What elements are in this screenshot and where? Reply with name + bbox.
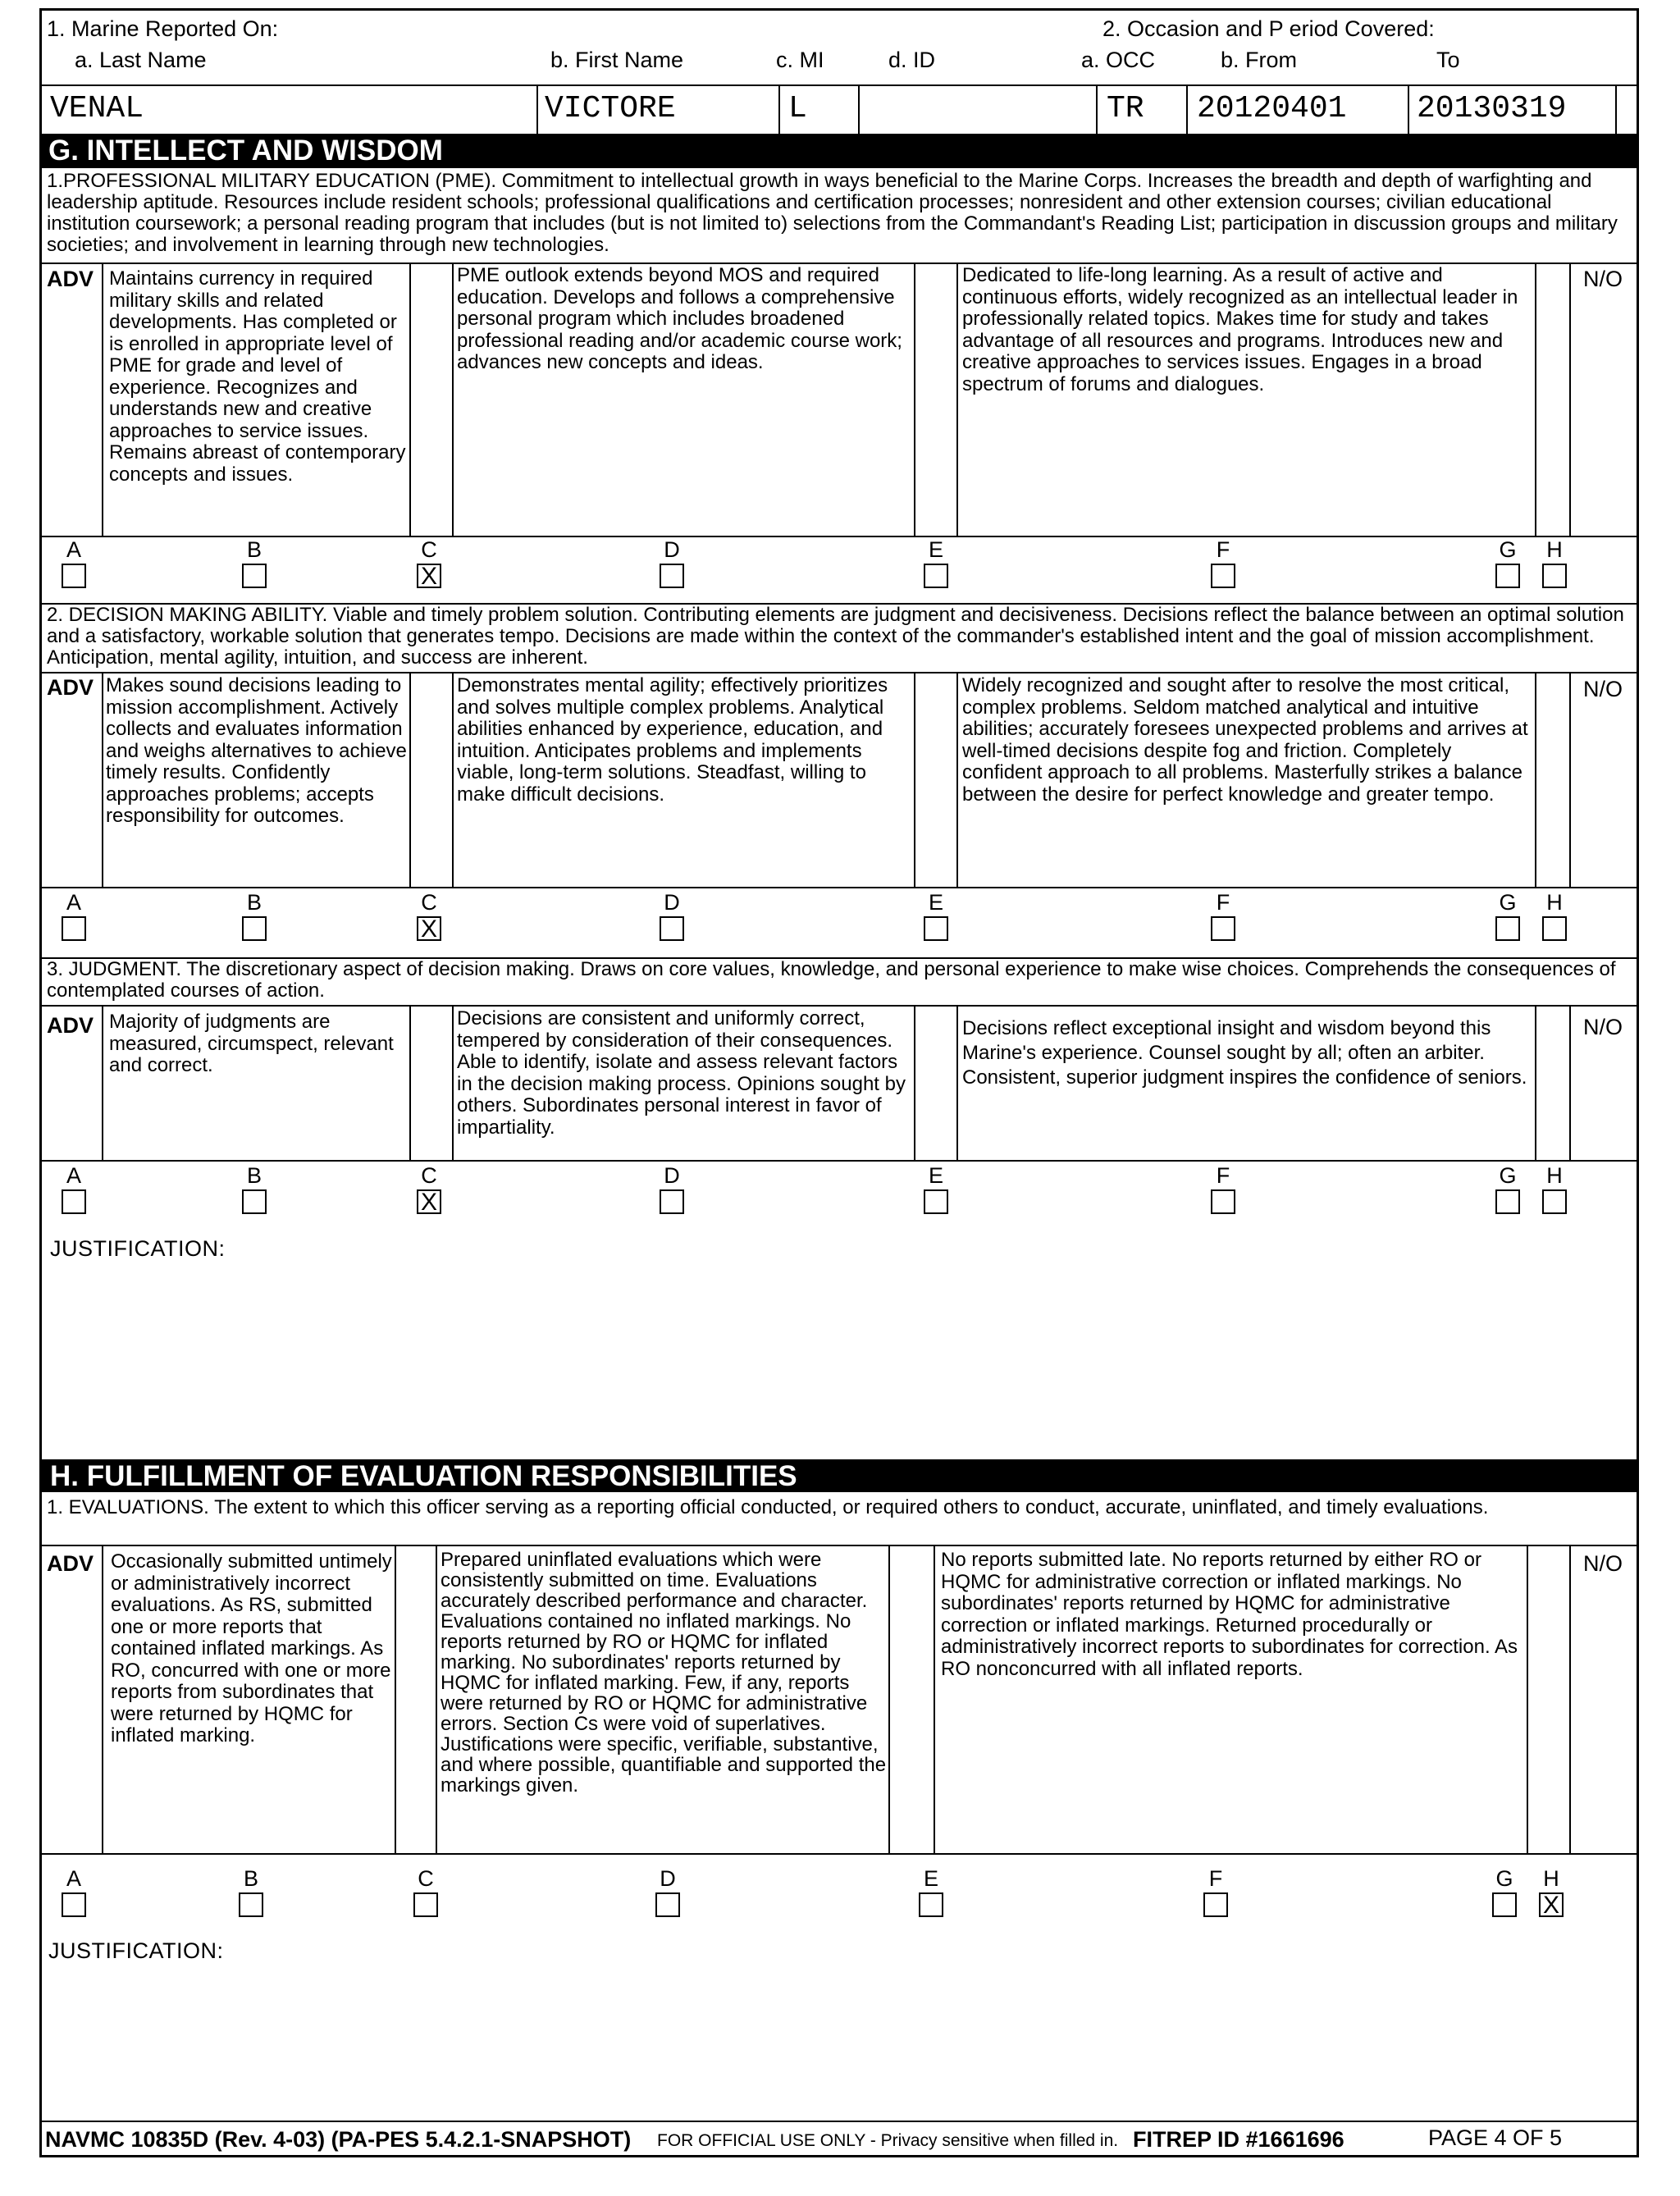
judgment-grade-b-label: B xyxy=(246,1163,262,1188)
section-g-justification-label: JUSTIFICATION: xyxy=(50,1236,226,1261)
evaluations-grade-h-label: H xyxy=(1543,1866,1559,1891)
judgment-col3-text: Decisions reflect exceptional insight and wisdom beyond this Marine's experience. Counsel sought by all; often an arbiter. Consistent, superior judgment inspires the confidence of seniors. xyxy=(962,1017,1527,1089)
judgment-col1-text: Majority of judgments are measured, circumspect, relevant and correct. xyxy=(109,1011,394,1076)
fitness-report-form xyxy=(39,8,1639,2157)
judgment-grade-g-checkbox[interactable] xyxy=(1495,1189,1520,1214)
evaluations-grade-c-checkbox[interactable] xyxy=(413,1892,438,1917)
decision-making-grade-b-checkbox[interactable] xyxy=(242,916,267,941)
evaluations-grade-b-label: B xyxy=(243,1866,258,1891)
decision-making-no-label: N/O xyxy=(1582,677,1623,701)
judgment-no-label: N/O xyxy=(1582,1015,1623,1039)
mi-value[interactable]: L xyxy=(788,91,807,126)
evaluations-grade-g-label: G xyxy=(1495,1866,1513,1891)
decision-making-grade-d-label: D xyxy=(664,890,680,915)
mi-label: c. MI xyxy=(776,48,824,72)
pme-grade-f-checkbox[interactable] xyxy=(1211,564,1235,588)
pme-description: 1.PROFESSIONAL MILITARY EDUCATION (PME). Commitment to intellectual growth in ways beneficial to the Marine Corps. Increases the breadth and depth of warfighting and leadership aptitude. Resources include resident schools; professional qualifications and certification processes; nonresident and other extension courses; civilian educational institution coursework; a personal reading program that includes (but is not limited to) selections from the Commandant's Reading List; participation in discussion groups and military societies; and involvement in learning through new technologies. xyxy=(47,171,1618,256)
decision-making-grade-a-checkbox[interactable] xyxy=(62,916,86,941)
judgment-grade-d-checkbox[interactable] xyxy=(660,1189,684,1214)
judgment-grade-g-label: G xyxy=(1499,1163,1517,1188)
judgment-grade-a-checkbox[interactable] xyxy=(62,1189,86,1214)
pme-adv-label: ADV xyxy=(47,267,94,291)
judgment-description: 3. JUDGMENT. The discretionary aspect of decision making. Draws on core values, knowledge, and personal experience to make wise choices. Comprehends the consequences of contemplated courses of action. xyxy=(47,959,1616,1002)
evaluations-grade-b-checkbox[interactable] xyxy=(239,1892,263,1917)
pme-grade-c-label: C xyxy=(421,537,437,562)
from-label: b. From xyxy=(1221,48,1298,72)
evaluations-grade-f-label: F xyxy=(1208,1866,1223,1891)
decision-making-grade-b-label: B xyxy=(246,890,262,915)
occ-label: a. OCC xyxy=(1081,48,1156,72)
section-h-title: H. FULFILLMENT OF EVALUATION RESPONSIBILITIES xyxy=(42,1459,1637,1492)
from-date-value[interactable]: 20120401 xyxy=(1197,91,1347,126)
judgment-grade-c-checkbox[interactable]: X xyxy=(417,1189,441,1214)
evaluations-grade-a-label: A xyxy=(66,1866,81,1891)
decision-making-col2-text: Demonstrates mental agility; effectively prioritizes and solves multiple complex problems. Analytical abilities enhanced by experience, education, and intuition. Anticipates problems and implements viable, long-term solutions. Steadfast, willing to make difficult decisions. xyxy=(457,675,888,806)
to-date-value[interactable]: 20130319 xyxy=(1417,91,1567,126)
evaluations-col2-text: Prepared uninflated evaluations which were consistently submitted on time. Evaluations accurately described performance and character. Evaluations contained no inflated markings. No reports returned by RO or HQMC for inflated marking. No subordinates' reports returned by HQMC for inflated marking. Few, if any, reports were returned by RO or HQMC for administrative errors. Section Cs were void of superlatives. Justifications were specific, verifiable, substantive, and where possible, quantifiable and supported the markings given. xyxy=(441,1550,887,1797)
pme-no-label: N/O xyxy=(1582,267,1623,291)
evaluations-grade-f-checkbox[interactable] xyxy=(1203,1892,1228,1917)
decision-making-grade-h-label: H xyxy=(1546,890,1563,915)
decision-making-grade-f-checkbox[interactable] xyxy=(1211,916,1235,941)
first-name-label: b. First Name xyxy=(550,48,684,72)
occasion-period-label: 2. Occasion and P eriod Covered: xyxy=(1102,16,1435,41)
judgment-grade-a-label: A xyxy=(66,1163,81,1188)
decision-making-grade-a-label: A xyxy=(66,890,81,915)
decision-making-grade-e-label: E xyxy=(928,890,943,915)
form-id-footer: NAVMC 10835D (Rev. 4-03) (PA-PES 5.4.2.1-SNAPSHOT) xyxy=(45,2127,632,2152)
pme-grade-e-label: E xyxy=(928,537,943,562)
occ-value[interactable]: TR xyxy=(1107,91,1144,126)
pme-grade-a-checkbox[interactable] xyxy=(62,564,86,588)
decision-making-grade-e-checkbox[interactable] xyxy=(924,916,948,941)
evaluations-grade-c-label: C xyxy=(418,1866,434,1891)
fouo-footer: FOR OFFICIAL USE ONLY - Privacy sensitive when filled in. xyxy=(657,2131,1119,2150)
evaluations-no-label: N/O xyxy=(1582,1551,1623,1576)
pme-col1-text: Maintains currency in required military skills and related developments. Has completed or is enrolled in appropriate level of PME for grade and level of experience. Recognizes and understands new and creative approaches to service issues. Remains abreast of contemporary concepts and issues. xyxy=(109,268,406,486)
judgment-grade-f-label: F xyxy=(1216,1163,1230,1188)
judgment-grade-c-label: C xyxy=(421,1163,437,1188)
judgment-grade-e-checkbox[interactable] xyxy=(924,1189,948,1214)
evaluations-grade-h-checkbox[interactable]: X xyxy=(1539,1892,1564,1917)
evaluations-grade-d-checkbox[interactable] xyxy=(655,1892,680,1917)
judgment-grade-d-label: D xyxy=(664,1163,680,1188)
judgment-grade-h-label: H xyxy=(1546,1163,1563,1188)
pme-grade-d-label: D xyxy=(664,537,680,562)
judgment-grade-e-label: E xyxy=(928,1163,943,1188)
pme-grade-c-checkbox[interactable]: X xyxy=(417,564,441,588)
pme-grade-h-checkbox[interactable] xyxy=(1542,564,1567,588)
pme-grade-b-label: B xyxy=(246,537,262,562)
judgment-adv-label: ADV xyxy=(47,1013,94,1038)
judgment-grade-b-checkbox[interactable] xyxy=(242,1189,267,1214)
marine-reported-on-label: 1. Marine Reported On: xyxy=(47,16,279,41)
id-label: d. ID xyxy=(888,48,936,72)
decision-making-grade-g-checkbox[interactable] xyxy=(1495,916,1520,941)
decision-making-col3-text: Widely recognized and sought after to resolve the most critical, complex problems. Seldom matched analytical and intuitive abilities; accurately foresees unexpected problems and arrives at well-timed decisions despite fog and friction. Completely confident approach to all problems. Masterfully strikes a balance between the desire for perfect knowledge and greater tempo. xyxy=(962,675,1528,806)
evaluations-grade-d-label: D xyxy=(660,1866,676,1891)
first-name-value[interactable]: VICTORE xyxy=(545,91,676,126)
decision-making-description: 2. DECISION MAKING ABILITY. Viable and timely problem solution. Contributing elements are judgment and decisiveness. Decisions reflect the balance between an optimal solution and a satisfactory, workable solution that generates tempo. Decisions are made within the context of the commander's established intent and the goal of mission accomplishment. Anticipation, mental agility, intuition, and success are inherent. xyxy=(47,605,1624,669)
evaluations-adv-label: ADV xyxy=(47,1551,94,1576)
decision-making-grade-g-label: G xyxy=(1499,890,1517,915)
last-name-label: a. Last Name xyxy=(75,48,207,72)
to-label: To xyxy=(1436,48,1460,72)
evaluations-col3-text: No reports submitted late. No reports returned by either RO or HQMC for administrative correction or inflated markings. No subordinates' reports returned by HQMC for administrative correction or inflated markings. Returned procedurally or administratively incorrect reports to subordinates for correction. As RO nonconcurred with all inflated reports. xyxy=(941,1550,1518,1680)
decision-making-grade-c-checkbox[interactable]: X xyxy=(417,916,441,941)
page-number-footer: PAGE 4 OF 5 xyxy=(1428,2125,1563,2150)
evaluations-grade-e-checkbox[interactable] xyxy=(919,1892,943,1917)
section-h-justification-label: JUSTIFICATION: xyxy=(48,1938,224,1963)
decision-making-grade-d-checkbox[interactable] xyxy=(660,916,684,941)
section-h-justification-field[interactable] xyxy=(48,1968,1623,2116)
pme-grade-d-checkbox[interactable] xyxy=(660,564,684,588)
fitrep-id-footer: FITREP ID #1661696 xyxy=(1133,2127,1344,2152)
section-g-justification-field[interactable] xyxy=(50,1266,1625,1454)
pme-grade-h-label: H xyxy=(1546,537,1563,562)
judgment-grade-f-checkbox[interactable] xyxy=(1211,1189,1235,1214)
decision-making-grade-f-label: F xyxy=(1216,890,1230,915)
pme-col3-text: Dedicated to life-long learning. As a result of active and continuous efforts, widely recognized as an intellectual leader in professionally related topics. Makes time for study and takes advantage of all resources and programs. Introduces new and creative approaches to services issues. Engages in a broad spectrum of forums and dialogues. xyxy=(962,265,1518,395)
pme-grade-g-checkbox[interactable] xyxy=(1495,564,1520,588)
evaluations-grade-e-label: E xyxy=(923,1866,938,1891)
evaluations-grade-a-checkbox[interactable] xyxy=(62,1892,86,1917)
evaluations-col1-text: Occasionally submitted untimely or administratively incorrect evaluations. As RS, submitted one or more reports that contained inflated markings. As RO, concurred with one or more reports from subordinates that were returned by HQMC for inflated marking. xyxy=(111,1551,392,1746)
pme-col2-text: PME outlook extends beyond MOS and required education. Develops and follows a comprehensive personal program which includes broadened professional reading and/or academic course work; advances new concepts and ideas. xyxy=(457,265,902,373)
pme-grade-b-checkbox[interactable] xyxy=(242,564,267,588)
evaluations-description: 1. EVALUATIONS. The extent to which this officer serving as a reporting official conducted, or required others to conduct, accurate, uninflated, and timely evaluations. xyxy=(47,1497,1489,1518)
pme-grade-e-checkbox[interactable] xyxy=(924,564,948,588)
evaluations-grade-g-checkbox[interactable] xyxy=(1492,1892,1517,1917)
judgment-col2-text: Decisions are consistent and uniformly correct, tempered by consideration of their consequences. Able to identify, isolate and assess relevant factors in the decision making process. Opinions sought by others. Subordinates personal interest in favor of impartiality. xyxy=(457,1008,906,1139)
pme-grade-g-label: G xyxy=(1499,537,1517,562)
pme-grade-f-label: F xyxy=(1216,537,1230,562)
decision-making-grade-c-label: C xyxy=(421,890,437,915)
last-name-value[interactable]: VENAL xyxy=(50,91,144,126)
decision-making-adv-label: ADV xyxy=(47,675,94,700)
section-g-title: G. INTELLECT AND WISDOM xyxy=(42,134,1637,168)
judgment-grade-h-checkbox[interactable] xyxy=(1542,1189,1567,1214)
decision-making-col1-text: Makes sound decisions leading to mission accomplishment. Actively collects and evaluates information and weighs alternatives to achieve timely results. Confidently approaches problems; accepts responsibility for outcomes. xyxy=(106,675,407,827)
decision-making-grade-h-checkbox[interactable] xyxy=(1542,916,1567,941)
pme-grade-a-label: A xyxy=(66,537,81,562)
